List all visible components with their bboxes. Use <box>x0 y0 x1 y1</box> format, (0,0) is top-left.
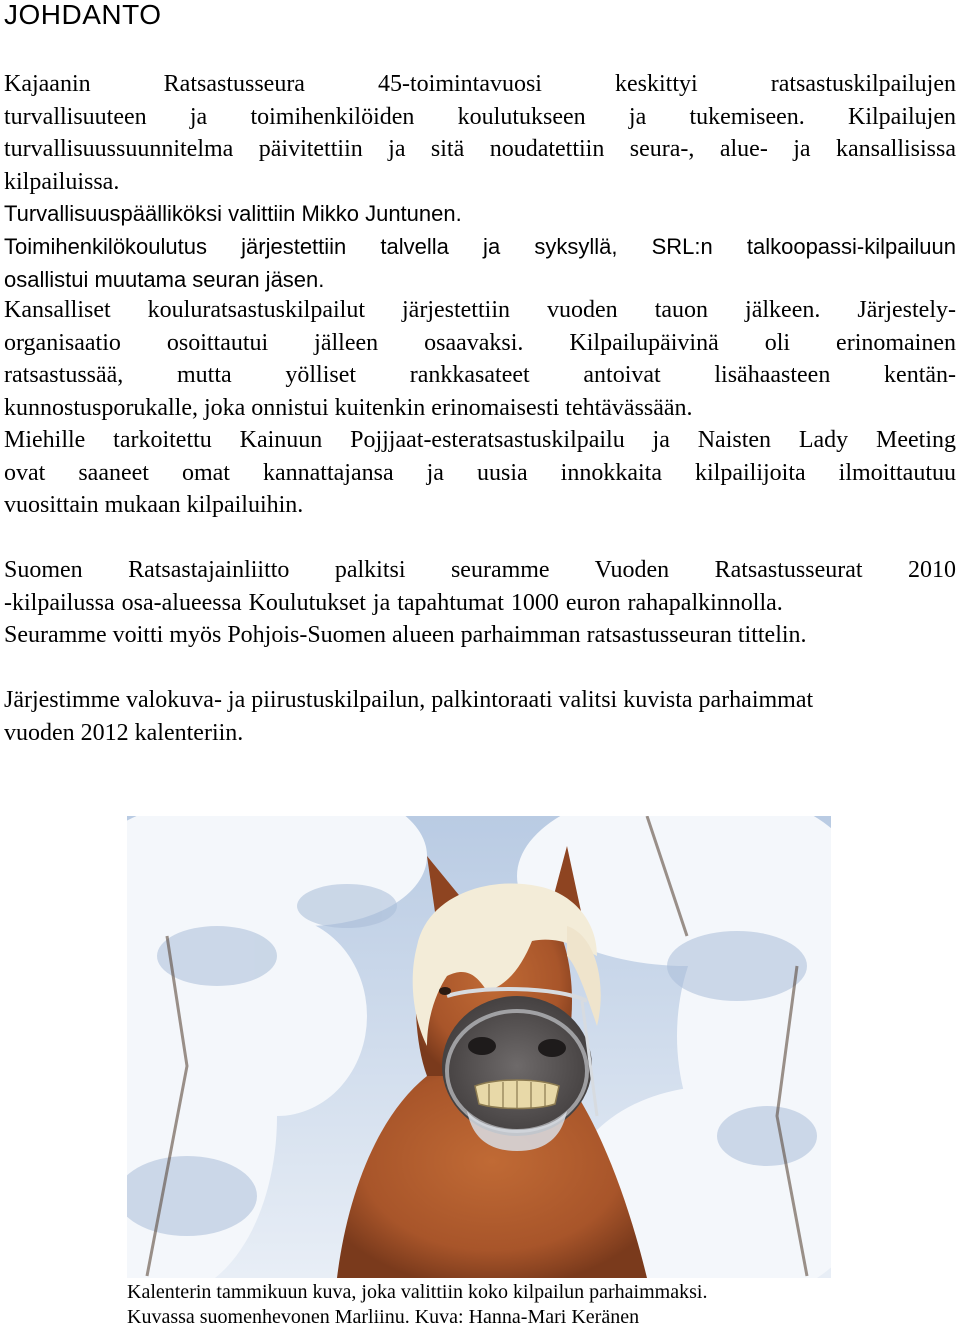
paragraph-line: vuoden 2012 kalenteriin. <box>4 719 244 746</box>
paragraph-line: Kajaanin Ratsastusseura 45-toimintavuosi keskittyi ratsastuskilpailujen <box>4 71 956 97</box>
paragraph-line: Suomen Ratsastajainliitto palkitsi seuramme Vuoden Ratsastusseurat 2010 <box>4 557 956 583</box>
paragraph-line: Turvallisuuspäälliköksi valittiin Mikko Juntunen. <box>4 201 462 226</box>
paragraph-line: vuosittain mukaan kilpailuihin. <box>4 492 304 519</box>
paragraph-training <box>4 231 956 296</box>
horse-nostril <box>468 1037 496 1055</box>
paragraph-line: Seuramme voitti myös Pohjois-Suomen alueen parhaimman ratsastusseuran tittelin. <box>4 622 807 649</box>
horse-nostril <box>538 1039 566 1057</box>
paragraph-photo-contest <box>4 684 956 749</box>
paragraph-award <box>4 554 956 652</box>
paragraph-dressage-competition <box>4 294 956 424</box>
paragraph-line: kunnostusporukalle, joka onnistui kuitenkin erinomaisesti tehtävässään. <box>4 394 693 421</box>
paragraph-line: -kilpailussa osa-alueessa Koulutukset ja tapahtumat 1000 euron rahapalkinnolla. <box>4 589 783 616</box>
paragraph-line: kilpailuissa. <box>4 168 120 195</box>
horse-in-snow-illustration <box>127 816 831 1278</box>
caption-line: Kuvassa suomenhevonen Marliinu. Kuva: Hanna-Mari Keränen <box>127 1306 640 1328</box>
paragraph-line: turvallisuuteen ja toimihenkilöiden koulutukseen ja tukemiseen. Kilpailujen <box>4 103 956 130</box>
paragraph-line: Järjestimme valokuva- ja piirustuskilpailun, palkintoraati valitsi kuvista parhaimmat <box>4 687 814 713</box>
paragraph-line: organisaatio osoittautui jälleen osaavaksi. Kilpailupäivinä oli erinomainen <box>4 329 956 356</box>
paragraph-show-jumping <box>4 424 956 522</box>
paragraph-line: ovat saaneet omat kannattajansa ja uusia innokkaita kilpailijoita ilmoittautuu <box>4 459 956 486</box>
paragraph-line: Miehille tarkoitettu Kainuun Pojjjaat-esteratsastuskilpailu ja Naisten Lady Meeting <box>4 427 956 453</box>
paragraph-line: ratsastussää, mutta yölliset rankkasateet antoivat lisähaasteen kentän- <box>4 362 956 389</box>
paragraph-line: Kansalliset kouluratsastuskilpailut järjestettiin vuoden tauon jälkeen. Järjestely- <box>4 297 956 323</box>
caption-line: Kalenterin tammikuun kuva, joka valittiin koko kilpailun parhaimmaksi. <box>127 1281 708 1303</box>
horse-eye <box>439 987 451 995</box>
page-heading: JOHDANTO <box>4 0 162 30</box>
horse-muzzle <box>442 996 592 1136</box>
paragraph-line: osallistui muutama seuran jäsen. <box>4 266 325 292</box>
paragraph-line: Toimihenkilökoulutus järjestettiin talvella ja syksyllä, SRL:n talkoopassi-kilpailuun <box>4 234 956 259</box>
horse-photo <box>127 816 831 1278</box>
paragraph-intro <box>4 68 956 198</box>
photo-caption <box>127 1280 707 1330</box>
paragraph-safety-officer <box>4 198 956 231</box>
paragraph-line: turvallisuussuunnitelma päivitettiin ja sitä noudatettiin seura-, alue- ja kansallisissa <box>4 136 956 163</box>
